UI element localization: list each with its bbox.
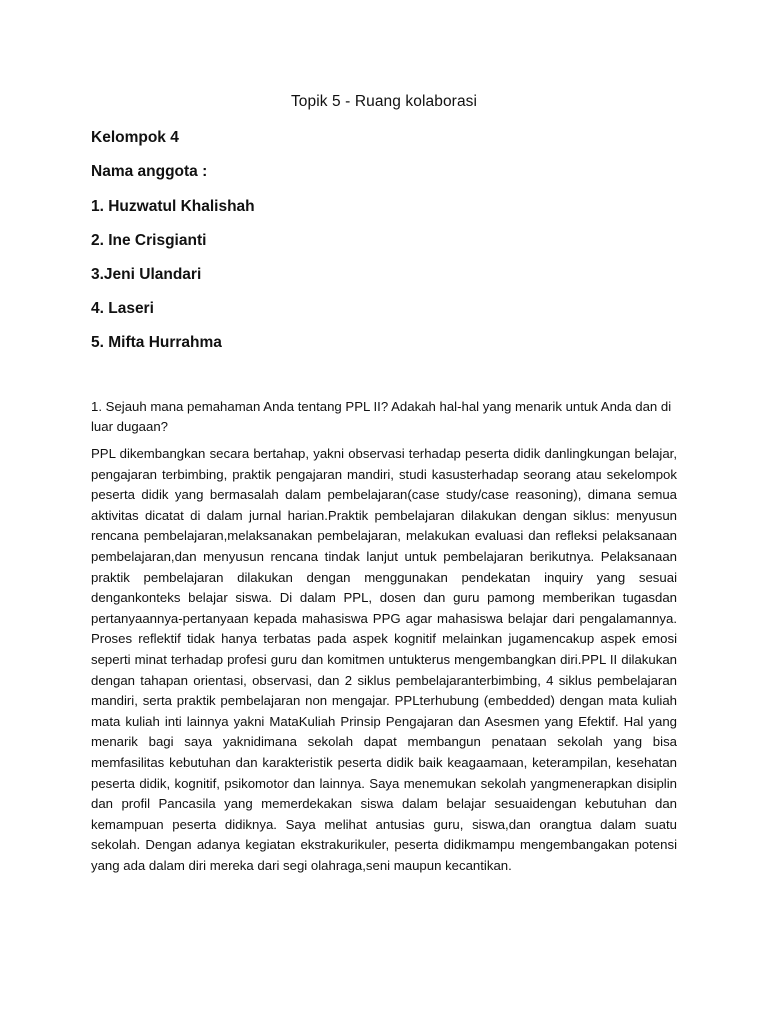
member-item: 5. Mifta Hurrahma xyxy=(91,334,222,351)
group-label: Kelompok 4 xyxy=(91,129,179,146)
question-text: 1. Sejauh mana pemahaman Anda tentang PPL II? Adakah hal-hal yang menarik untuk Anda dan di luar dugaan? xyxy=(91,399,672,434)
member-item: 4. Laseri xyxy=(91,300,154,317)
document-title: Topik 5 - Ruang kolaborasi xyxy=(290,93,478,110)
members-heading: Nama anggota : xyxy=(91,163,208,180)
answer-paragraph: PPL dikembangkan secara bertahap, yakni observasi terhadap peserta didik danlingkungan belajar, pengajaran terbimbing, praktik pengajaran mandiri, studi kasusterhadap seorang atau sekelompok peserta didik yang bermasalah dalam pembelajaran(case study/case reasoning), dimana semua aktivitas dicatat di dalam jurnal harian.Praktik pembelajaran dilakukan dengan siklus: menyusun rencana pembelajaran,melaksanakan pembelajaran, melakukan evaluasi dan refleksi pelaksanaan pembelajaran,dan menyusun rencana tindak lanjut untuk pembelajaran berikutnya. Pelaksanaan praktik pembelajaran dilakukan dengan menggunakan pendekatan inquiry yang sesuai dengankonteks belajar siswa. Di dalam PPL, dosen dan guru pamong memberikan tugasdan pertanyaannya-pertanyaan kepada mahasiswa PPG agar mahasiswa belajar dari pengalamannya. Proses reflektif tidak hanya terbatas pada aspek kognitif melainkan jugamencakup aspek emosi seperti minat terhadap profesi guru dan komitmen untukterus mengembangkan diri.PPL II dilakukan dengan tahapan orientasi, observasi, dan 2 siklus pembelajaranterbimbing, 4 siklus pembelajaran mandiri, serta praktik pembelajaran non mengajar. PPLterhubung (embedded) dengan mata kuliah mata kuliah inti lainnya yakni MataKuliah Prinsip Pengajaran dan Asesmen yang Efektif. Hal yang menarik bagi saya yaknidimana sekolah dapat membangun penataan sekolah yang bisa memfasilitas kebutuhan dan karakteristik peserta didik baik keagaamaan, keterampilan, kesehatan peserta didik, kognitif, psikomotor dan lainnya. Saya menemukan sekolah yangmenerapkan disiplin dan profil Pancasila yang memerdekakan siswa dalam belajar sesuaidengan kebutuhan dan kemampuan peserta didiknya. Saya melihat antusias guru, siswa,dan orangtua dalam suatu sekolah. Dengan adanya kegiatan ekstrakurikuler, peserta didikmampu mengembangakan potensi yang ada dalam diri mereka dari segi olahraga,seni maupun kecantikan. xyxy=(91,446,677,873)
member-item: 3.Jeni Ulandari xyxy=(91,266,202,283)
member-item: 2. Ine Crisgianti xyxy=(91,232,207,249)
member-item: 1. Huzwatul Khalishah xyxy=(91,198,255,215)
